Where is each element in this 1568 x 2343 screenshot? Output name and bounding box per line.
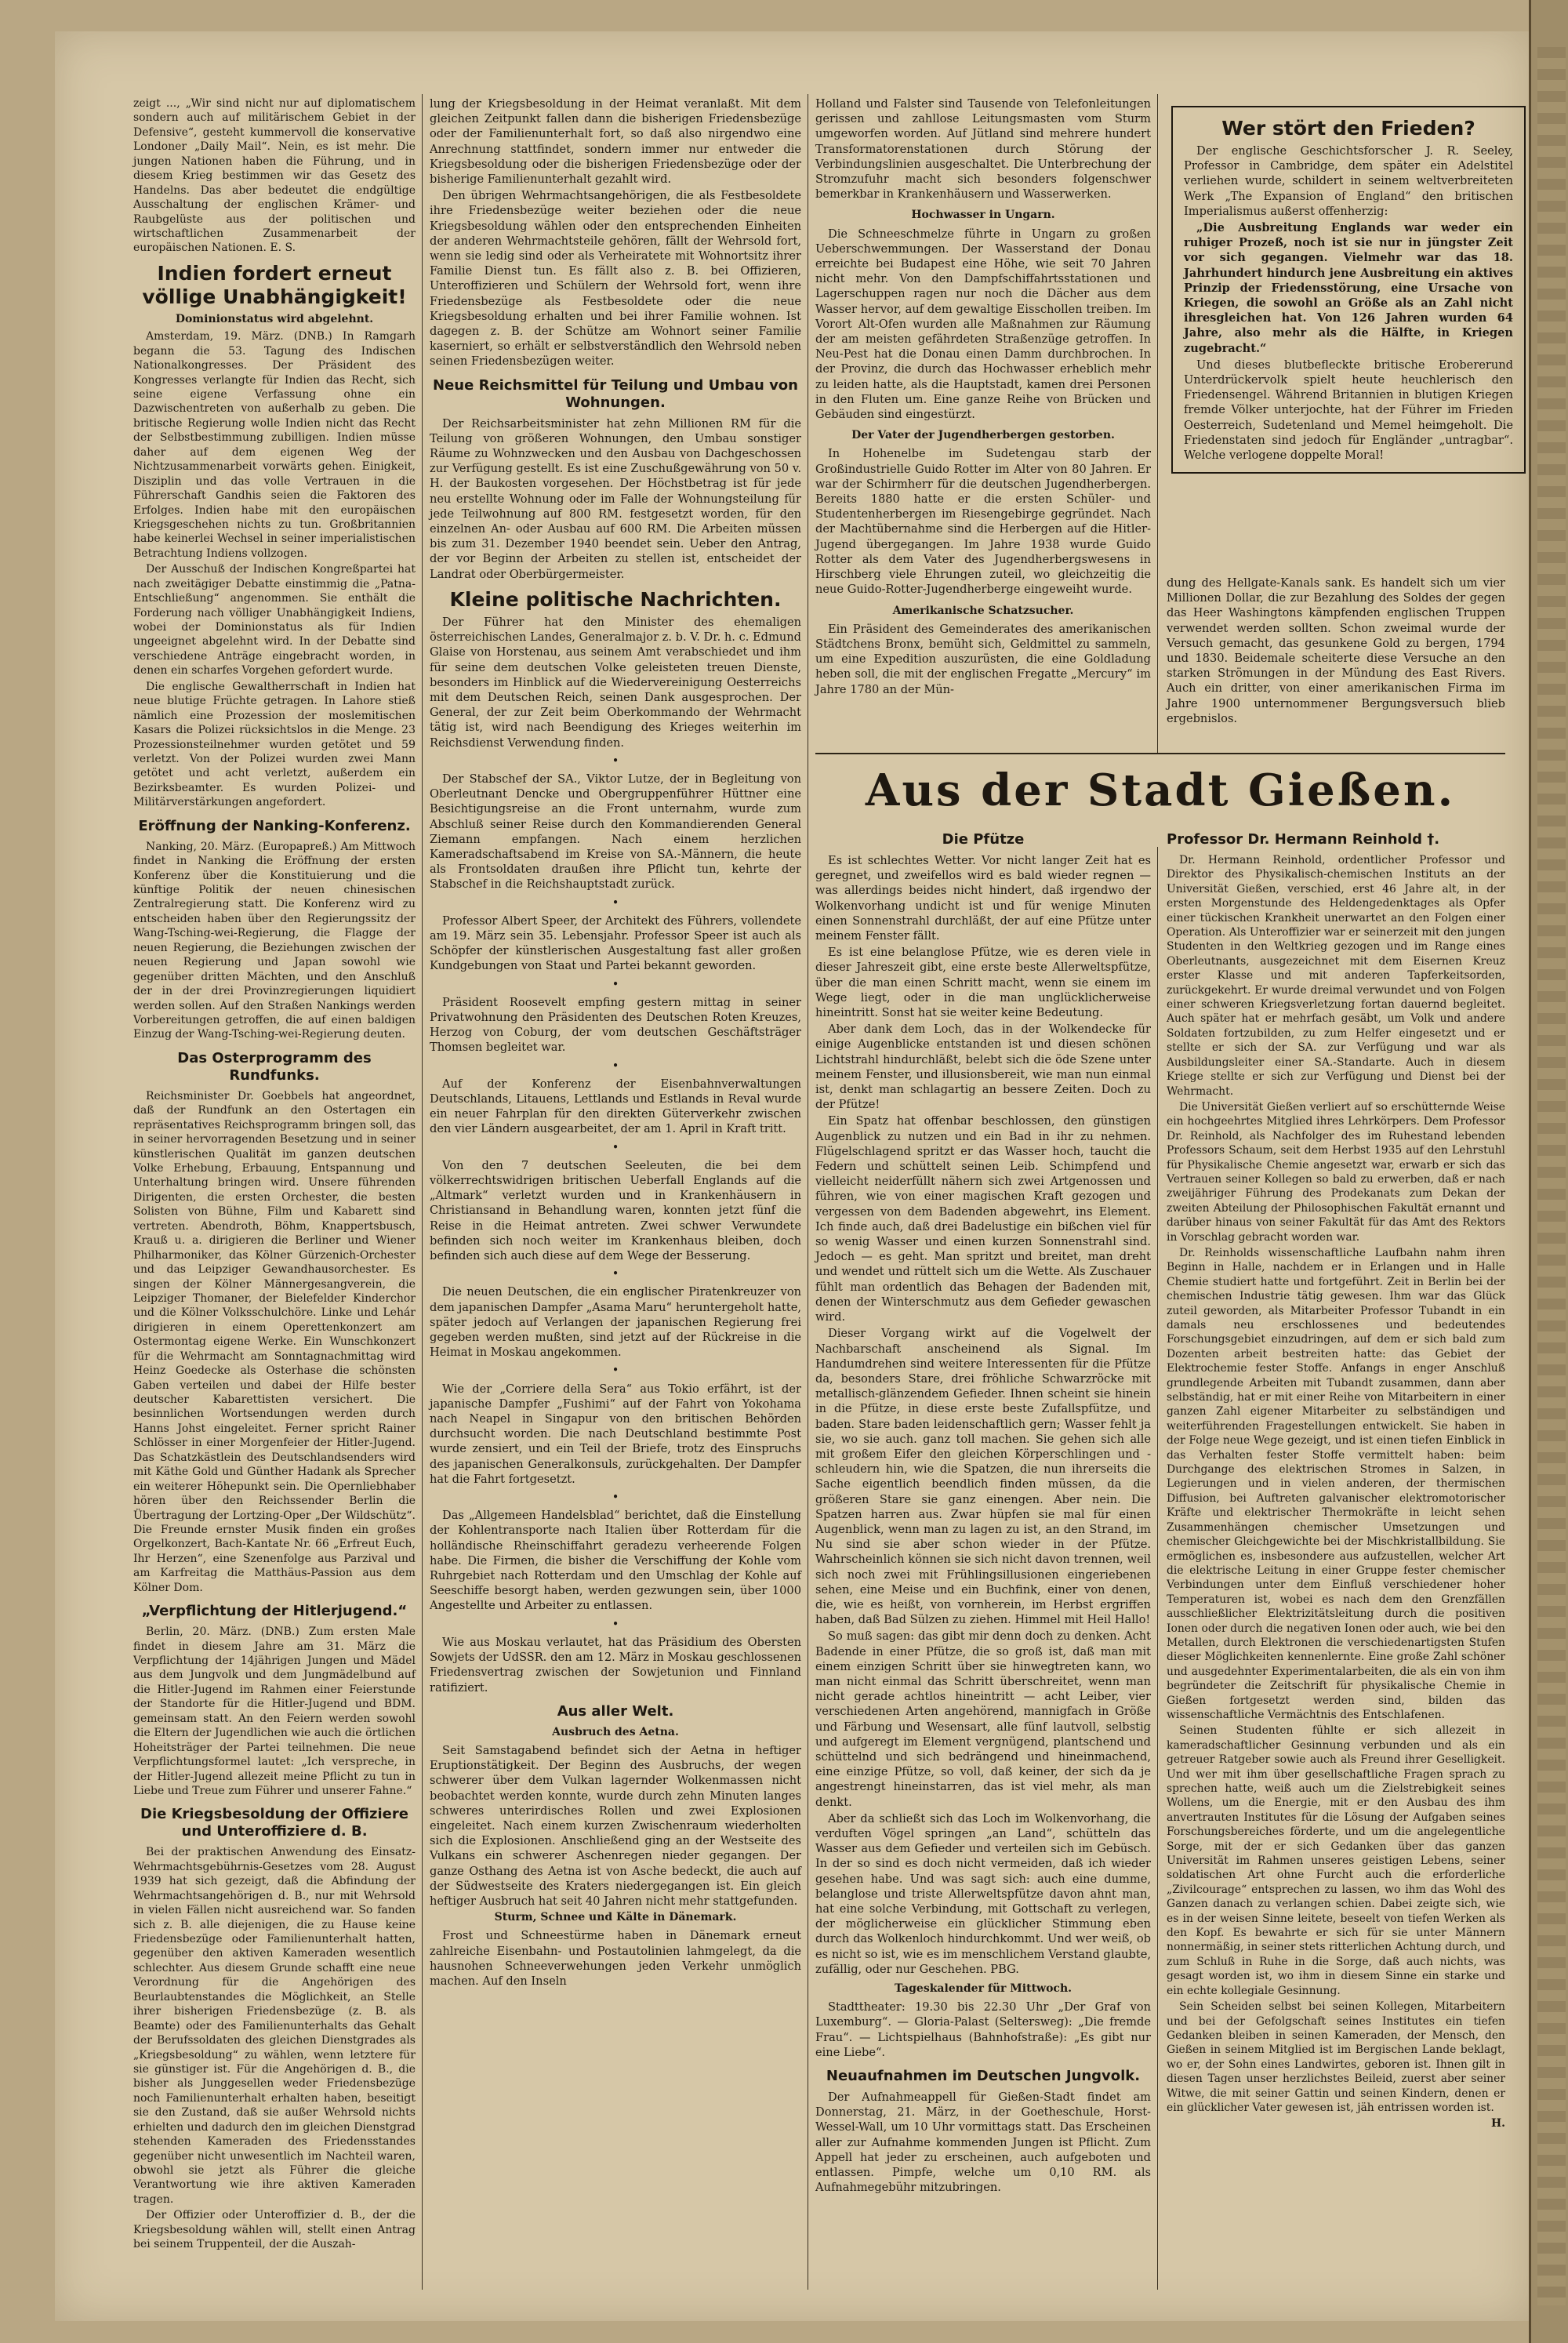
section-rule <box>815 753 1505 754</box>
boxed-article <box>1171 106 1526 474</box>
paragraph: Den übrigen Wehrmachtsangehörigen, die als Festbesoldete ihre Friedensbezüge weiter beziehen oder die neue Kriegsbesoldung wählen oder den entsprechenden Einheiten der anderen Wehrmachtsteile gehören, fällt der Wehrsold fort, wenn sie ledig sind oder als Verheiratete mit Wohnortsitz ihrer Familie Dienst tun. Es fällt also z. B. bei Offizieren, Unteroffizieren und Schülern der Wehrsold fort, wenn ihre Friedensbezüge als Festbesoldete oder die neue Kriegsbesoldung erhalten und bei ihrer Familie wohnen. Ist dagegen z. B. der Schütze am Wohnort seiner Familie kaserniert, so erhält er selbstverständlich den Wehrsold neben seinen Friedensbezügen weiter. <box>430 189 801 369</box>
paragraph: Seinen Studenten fühlte er sich allezeit in kameradschaftlicher Gesinnung verbunden und als ein getreuer Ratgeber sowie auch als Freund ihrer Geselligkeit. Und wer mit ihm über gesellschaftliche Fragen sprach zu sprechen hatte, weiß auch um die Zielstrebigkeit seines Wollens, um die Energie, mit er den Ausbau des ihm anvertrauten Institutes für die Lösung der Aufgaben seines Forschungsbereiches förderte, und um die angelegentliche Sorge, mit der er sich Gedanken über das ganzen Universität im Rahmen unseres geistigen Lebens, seiner soldatischen Art ohne Furcht auch die erforderliche „Zivilcourage“ entsprechen zu lassen, wo ihm das Wohl des Ganzen danach zu verlangen schien. Dabei zeigte sich, wie es in der weisen Sinne leitete, beseelt von tiefen Werken als den Kopf. Es bewahrte er sich für sie unter Männern nonnermäßig, in seiner stets ritterlichen Achtung durch, und zum Schluß in Ruhe in die Sorge, daß auch nichts, was gesagt worden ist, wo ihm in diesem Sinne ein starke und ein echte kollegiale Gesinnung. <box>1167 1724 1505 1997</box>
paragraph: Das „Allgemeen Handelsblad“ berichtet, daß die Einstellung der Kohlentransporte nach Italien über Rotterdam für die holländische Rheinschiffahrt geradezu verheerende Folgen habe. Die Firmen, die bisher die Verschiffung der Kohle vom Ruhrgebiet nach Rotterdam und den Umschlag der Kohle auf Seeschiffe besorgt haben, werden gezwungen sein, über 1000 Angestellte und Arbeiter zu entlassen. <box>430 1509 801 1613</box>
subheadline-tageskalender: Tageskalender für Mittwoch. <box>894 1982 1073 1996</box>
column-3 <box>815 96 1151 699</box>
author-signature: H. <box>1491 2117 1505 2130</box>
quote: „Die Ausbreitung Englands war weder ein ruhiger Prozeß, noch ist sie nur in jüngster Zeit vor sich gegangen. Vielmehr war das 18. Jahrhundert hindurch jene Ausbreitung ein aktives Prinzip der Friedensstörung, eine Ursache von Kriegen, die sowohl an Größe als an Zahl nicht ihresgleichen hat. Von 126 Jahren wurden 64 Jahre, also mehr als die Hälfte, in Kriegen zugebracht.“ <box>1184 221 1513 355</box>
paragraph: Dr. Reinholds wissenschaftliche Laufbahn nahm ihren Beginn in Halle, nachdem er in Erlangen und in Halle Chemie studiert hatte und fortgeführt. Zeit in Berlin bei der chemischen Industrie tätig gewesen. Ihm war das Glück zuteil geworden, als Mitarbeiter Professor Tubandt in ein damals neu erschlossenes und bedeutendes Forschungsgebiet einzudringen, auf dem er sich bald zum Dozenten arbeit bestreiten hatte: das Gebiet der Elektrochemie fester Stoffe. Anfangs in enger Anschluß grundlegende Arbeiten mit Tubandt zusammen, dann aber selbständig, hat er mit einer Reihe von Mitarbeitern in einer ganzen Zahl eigener Mitarbeiter zu selbständigen und weiterführenden Fragestellungen entwickelt. Sie haben in der Folge neue Wege gezeigt, und ist einen tiefen Einblick in das Verhalten fester Stoffe vermittelt haben: beim Durchgange des elektrischen Stromes in Salzen, in Legierungen und in vielen anderen, der thermischen Diffusion, bei Auftreten galvanischer elektromotorischer Kräfte und elektrischer Thermokräfte in leicht sehen Zusammenhängen chemischer Umsetzungen und chemischer Gleichgewichte bei der Mischkristallbildung. Sie ermöglichen es, insbesondere aus aufzustellen, welcher Art die elektrische Leitung in einer Gruppe fester chemischer Verbindungen unter dem Einfluß verschiedener hoher Temperaturen ist, wobei es nach dem den Grenzfällen ausschließlicher Elektrizitätsleitung durch die positiven Ionen oder durch die negativen Ionen oder auch, wie bei den Metallen, durch Elektronen die verschiedenartigsten Stufen dieser Möglichkeiten kennenlernte. Eine große Zahl schöner und ausgedehnter Experimentalarbeiten, die als ein von ihm begründeter die Zeitschrift für physikalische Chemie in Gießen fortgesetzt werden sind, bilden das wissenschaftliche Vermächtnis des Entschlafenen. <box>1167 1246 1505 1721</box>
headline-jungvolk: Neuaufnahmen im Deutschen Jungvolk. <box>826 2068 1141 2085</box>
headline-pfuetze: Die Pfütze <box>942 831 1025 848</box>
paragraph: Die Universität Gießen verliert auf so erschütternde Weise ein hochgeehrtes Mitglied ihres Lehrkörpers. Dem Professor Dr. Reinhold, als Nachfolger des im Ruhestand lebenden Professors Schaum, seit dem Herbst 1935 auf den Lehrstuhl für Physikalische Chemie angesetzt war, erwarb er sich das Vertrauen seiner Kollegen so bald zu erwerben, daß er nach zweijähriger Führung des Prodekanats zum Dekan der zweiten Abteilung der Philosophischen Fakultät ernannt und darüber hinaus von seiner Fakultät für das Amt des Rektors in Vorschlag gebracht worden war. <box>1167 1100 1505 1244</box>
article-continuation: lung der Kriegsbesoldung in der Heimat veranlaßt. Mit dem gleichen Zeitpunkt fallen dann die bisherigen Friedensbezüge oder der Familienunterhalt fort, so daß also nirgendwo eine Anrechnung stattfindet, sondern immer nur entweder die Kriegsbesoldung oder die bisherigen Friedensbezüge oder der bisherige Familienunterhalt gezahlt wird. <box>430 97 801 187</box>
paragraph: Aber da schließt sich das Loch im Wolkenvorhang, die verduften Vögel springen „an Land“, schütteln das Wasser aus dem Gefieder und verteilen sich im Gebüsch. In der so sind es doch nicht vermeiden, daß ich wieder gesehen habe. Und was sagt sich: auch eine dumme, belanglose und triste Allerweltspfütze davon ahnt man, hat eine solche Verbindung, mit Gottschaft zu verlegen, der möglicherweise ein glücklicher Stimmung eben durch das Wolkenloch hindurchkommt. Und wer weiß, ob es nicht so ist, wie es im menschlichem Verstand glaubte, zufällig, oder nur Geschehen. PBG. <box>815 1811 1151 1976</box>
subheadline-hochwasser: Hochwasser in Ungarn. <box>911 209 1055 222</box>
headline-indien: Indien fordert erneut völlige Unabhängigkeit! <box>142 261 407 308</box>
paragraph: Von den 7 deutschen Seeleuten, die bei dem völkerrechtswidrigen britischen Ueberfall Englands auf die „Altmark“ verletzt wurden und in Krankenhäusern in Christiansand in Behandlung waren, konnten jetzt fünf die Reise in die Heimat antreten. Zwei schwer Verwundete befinden sich noch weiter im Krankenhaus bleiben, doch befinden sich auch diese auf dem Wege der Besserung. <box>430 1158 801 1263</box>
paragraph: Es ist schlechtes Wetter. Vor nicht langer Zeit hat es geregnet, und zweifellos wird es bald wieder regnen — was allerdings beides nicht hindert, daß irgendwo der Wolkenvorhang undicht ist und für wenige Minuten einen Sonnenstrahl durchläßt, der auf eine Pfütze unter meinem Fenster fällt. <box>815 854 1151 943</box>
column-rule <box>1157 94 1158 753</box>
headline-frieden: Wer stört den Frieden? <box>1221 117 1475 140</box>
paragraph: Reichsminister Dr. Goebbels hat angeordnet, daß der Rundfunk an den Ostertagen ein repräsentatives Reichsprogramm bringen soll, das in seiner hervorragenden Besetzung und in seiner künstlerischen Qualität im ganzen deutschen Volke Erhebung, Erbauung, Entspannung und Unterhaltung bringen wird. Unsere führenden Dirigenten, die ersten Orchester, die besten Solisten von Bühne, Film und Kabarett sind vertreten. Abendroth, Böhm, Knappertsbusch, Krauß u. a. dirigieren die Berliner und Wiener Philharmoniker, das Kölner Gürzenich-Orchester und das Leipziger Gewandhausorchester. Es singen der Kölner Männergesangverein, die Leipziger Thomaner, der Bielefelder Kinderchor und die Kölner Volksschulchöre. Linke und Lehár dirigieren in einem Operettenkonzert am Ostermontag eigene Werke. Ein Wunschkonzert für die Wehrmacht am Sonntagnachmittag wird Heinz Goedecke als Osterhase die schönsten Gaben verteilen und dabei der Hilfe bester deutscher Kabarettisten versichert. Die besinnlichen Wortsendungen werden durch Hanns Johst eingeleitet. Ferner spricht Rainer Schlösser in einer Morgenfeier der Hitler-Jugend. Das Schatzkästlein des Deutschlandsenders wird mit Käthe Gold und Günther Hadank als Sprecher ein weiterer Höhepunkt sein. Die Opernliebhaber hören über den Reichssender Berlin die Übertragung der Lortzing-Oper „Der Wildschütz“. Die Freunde ernster Musik finden ein großes Orgelkonzert, Bach-Kantate Nr. 66 „Erfreut Euch, Ihr Herzen“, eine Szenenfolge aus Parzival und am Karfreitag die Matthäus-Passion aus dem Kölner Dom. <box>133 1089 416 1594</box>
article-continuation: dung des Hellgate-Kanals sank. Es handelt sich um vier Millionen Dollar, die zur Bezahlung des Soldes der gegen das Heer Washingtons kämpfenden englischen Truppen verwendet werden sollten. Schon zweimal wurde der Versuch gemacht, das gesunkene Gold zu bergen, 1794 und 1830. Beidemale scheiterte diese Versuche an den starken Strömungen in der Mündung des East Rivers. Auch ein dritter, von einer amerikanischen Firma im Jahre 1900 unternommener Bergungsversuch blieb ergebnislos. <box>1167 576 1505 725</box>
paragraph: Dr. Hermann Reinhold, ordentlicher Professor und Direktor des Physikalisch-chemischen Instituts an der Universität Gießen, verschied, erst 46 Jahre alt, in der ersten Morgenstunde des Heldengedenktages als Opfer einer tückischen Krankheit unerwartet an den Folgen einer Operation. Als Unteroffizier war er seinerzeit mit den jungen Studenten in den Weltkrieg gezogen und im Range eines Oberleutnants, ausgezeichnet mit dem Eisernen Kreuz erster Klasse und mit anderen Tapferkeitsorden, zurückgekehrt. Er wurde dreimal verwundet und von Folgen einer schweren Kriegsverletzung fortan dauernd begleitet. Auch später hat er mehrfach gesäbt, um Volk und andere Soldaten fortzubilden, zu zum Helfer eingesetzt und er stellte er sich der SA. zur Verfügung und war als Ausbildungsleiter einer SA.-Standarte. Auch in diesem Kriege stellte er sich zur Verfügung und Dienst bei der Wehrmacht. <box>1167 854 1505 1098</box>
column-1 <box>133 96 416 2254</box>
headline-reinhold: Professor Dr. Hermann Reinhold †. <box>1167 831 1440 848</box>
paragraph: Auf der Konferenz der Eisenbahnverwaltungen Deutschlands, Litauens, Lettlands und Estlands in Reval wurde ein neuer Fahrplan für den direkten Güterverkehr zwischen den vier Ländern ausgearbeitet, der am 1. April in Kraft tritt. <box>430 1077 801 1136</box>
section-banner-stadt-giessen: Aus der Stadt Gießen. <box>865 765 1456 816</box>
subheadline-sturm: Sturm, Schnee und Kälte in Dänemark. <box>494 1911 737 1924</box>
paragraph: Und dieses blutbefleckte britische Erobererund Unterdrückervolk spielt heute heuchlerisch den Friedensengel. Während Britannien in blutigen Kriegen fremde Völker unterjochte, hat der Führer im Frieden Oesterreich, Sudetenland und Memel heimgeholt. Die Friedenstaten sind jedoch für Engländer „untragbar“. Welche verlogene doppelte Moral! <box>1184 358 1513 463</box>
subheadline-aetna: Ausbruch des Aetna. <box>552 1725 679 1738</box>
paragraph: Der Reichsarbeitsminister hat zehn Millionen RM für die Teilung von größeren Wohnungen, den Umbau sonstiger Räume zu Wohnzwecken und den Ausbau von Dachgeschossen zur Verfügung gestellt. Es ist eine Zuschußgewährung von 50 v. H. der Baukosten vorgesehen. Der Höchstbetrag ist für jede neu erstellte Wohnung oder im Falle der Wohnungsteilung für jede Teilwohnung auf 800 RM. festgesetzt worden, für den einzelnen An- oder Ausbau auf 600 RM. Die Arbeiten müssen bis zum 31. Dezember 1940 beendet sein. Ueber den Antrag, der vor Beginn der Arbeiten zu stellen ist, entscheidet der Landrat oder Oberbürgermeister. <box>430 416 801 581</box>
paragraph: Nanking, 20. März. (Europapreß.) Am Mittwoch findet in Nanking die Eröffnung der ersten Konferenz über die Konstituierung und die künftige Politik der neuen chinesischen Zentralregierung statt. Die Konferenz wird zu entscheiden haben über den Regierungssitz der Wang-Tsching-wei-Regierung, die Flagge der neuen Regierung, die Beziehungen zwischen der neuen Regierung und Japan sowohl wie gegenüber dritten Mächten, und den Anschluß der in der drei Provinzregierungen liquidiert werden sollen. Auf den Straßen Nankings werden Vorbereitungen getroffen, die auf einen baldigen Einzug der Wang-Tsching-wei-Regierung deuten. <box>133 840 416 1041</box>
paragraph: Der Stabschef der SA., Viktor Lutze, der in Begleitung von Oberleutnant Dencke und Obergruppenführer Hüttner eine Besichtigungsreise an die Front unternahm, wurde zum Abschluß seiner Reise durch den Kommandierenden General Ziemann empfangen. Nach einem herzlichen Kameradschaftsabend im Kreise von SA.-Männern, die heute als Frontsoldaten draußen ihre Pflicht tun, kehrte der Stabschef in die Reichshauptstadt zurück. <box>430 772 801 892</box>
paragraph: Der englische Geschichtsforscher J. R. Seeley, Professor in Cambridge, dem später ein Adelstitel verliehen wurde, schildert in seinem weltverbreiteten Werk „The Expansion of England“ den britischen Imperialismus außerst offenherzig: <box>1184 144 1513 218</box>
paragraph: Professor Albert Speer, der Architekt des Führers, vollendete am 19. März sein 35. Lebensjahr. Professor Speer ist auch als Schöpfer der künstlerischen Ausgestaltung fast aller großen Kundgebungen von Staat und Partei bekannt geworden. <box>430 914 801 973</box>
paragraph: Der Offizier oder Unteroffizier d. B., der die Kriegsbesoldung wählen will, stellt einen Antrag bei seinem Truppenteil, der die Auszah- <box>133 2209 416 2251</box>
headline-hitlerjugend: „Verpflichtung der Hitlerjugend.“ <box>141 1603 408 1620</box>
paragraph: Es ist eine belanglose Pfütze, wie es deren viele in dieser Jahreszeit gibt, eine erste beste Allerweltspfütze, über die man einen Schritt macht, wenn sie einem im Wege liegt, oder in die man unglücklicherweise hineintritt. Sonst hat sie weiter keine Bedeutung. <box>815 946 1151 1020</box>
column-rule <box>422 94 423 2290</box>
paragraph: Der Ausschuß der Indischen Kongreßpartei hat nach zweitägiger Debatte einstimmig die „Patna-Entschließung“ angenommen. Sie enthält die Forderung nach völliger Unabhängigkeit Indiens, wobei der Dominionstatus als für Indien ungeeignet abgelehnt wird. In der Debatte sind verschiedene Anträge eingebracht worden, in denen ein scharfes Vorgehen gefordert wurde. <box>133 563 416 677</box>
paragraph: Seit Samstagabend befindet sich der Aetna in heftiger Eruptionstätigkeit. Der Beginn des Ausbruchs, der wegen schwerer über dem Vulkan lagernder Wolkenmassen nicht beobachtet werden konnte, wurde durch zehn Minuten langes schweres unterirdisches Rollen und zwei Explosionen eingeleitet. Nach einem kurzen Zwischenraum wiederholten sich die Explosionen. Anschließend ging an der Westseite des Vulkans ein schwerer Aschenregen nieder gegangen. Der ganze Osthang des Aetna ist von Asche bedeckt, die auch auf der Südwestseite des Kraters niedergegangen ist. Ein gleich heftiger Ausbruch hat seit 40 Jahren nicht mehr stattgefunden. <box>430 1743 801 1908</box>
article-continuation: zeigt ..., „Wir sind nicht nur auf diplomatischem sondern auch auf militärischem Gebiet in der Defensive“, gesteht kummervoll die konservative Londoner „Daily Mail“. Nein, es ist mehr. Die jungen Nationen haben die Führung, und in diesem Krieg bestimmen wir das Gesetz des Handelns. Das aber bedeutet die endgültige Ausschaltung der englischen Krämer- und Raubgelüste aus der politischen und wirtschaftlichen Zusammenarbeit der europäischen Nationen. E. S. <box>133 97 416 255</box>
paragraph: So muß sagen: das gibt mir denn doch zu denken. Acht Badende in einer Pfütze, die so groß ist, daß man mit einem einzigen Schritt über sie hinwegtreten kann, wo man nicht einmal das Schritt überschreitet, wenn man nicht gerade achtlos hineintritt — acht Leiber, vier verschiedenen Arten angehörend, mannigfach in Größe und Färbung und Wesensart, alle fünf lautvoll, selbstig und aufgeregt im Element vergnügend, plantschend und schüttelnd und sich bedrängend und hineinmachend, eine einzige Pfütze, so voll, daß keiner, der sich da je angestrengt hineinstarren, das ist viel mehr, als man denkt. <box>815 1629 1151 1809</box>
column-pfuetze <box>815 830 1151 2196</box>
adjacent-page-edge <box>1529 0 1568 2343</box>
headline-wohnungen: Neue Reichsmittel für Teilung und Umbau von Wohnungen. <box>433 376 798 411</box>
paragraph: Der Aufnahmeappell für Gießen-Stadt findet am Donnerstag, 21. März, in der Goetheschule, Horst-Wessel-Wall, um 10 Uhr vormittags statt. Das Erscheinen aller zur Aufnahme kommenden Jungen ist Pflicht. Zum Appell hat jeder zu erscheinen, auch aufgeboten und entlassen. Pimpfe, welche um 0,10 RM. als Aufnahmegebühr mitzubringen. <box>815 2091 1151 2195</box>
paragraph: Der Führer hat den Minister des ehemaligen österreichischen Landes, Generalmajor z. b. V. Dr. h. c. Edmund Glaise von Horstenau, aus seinem Amt verabschiedet und ihm für seine dem deutschen Volke geleisteten treuen Dienste, besonders im Hinblick auf die Wiedervereinigung Oesterreichs mit dem Deutschen Reich, seinen Dank ausgesprochen. Der General, der zur Zeit beim Oberkommando der Wehrmacht tätig ist, wird nach Beendigung des Krieges weiterhin im Reichsdienst Verwendung finden. <box>430 615 801 750</box>
paragraph: Die englische Gewaltherrschaft in Indien hat neue blutige Früchte getragen. In Lahore stieß nämlich eine Prozession der moslemitischen Kasars die Polizei rücksichtslos in die Menge. 23 Prozessionsteilnehmer wurden getötet und 59 verletzt. Von der Polizei wurden zwei Mann getötet und acht verletzt, außerdem ein Bezirksbeamter. Es wurden Polizei- und Militärverstärkungen angefordert. <box>133 680 416 809</box>
paragraph: Berlin, 20. März. (DNB.) Zum ersten Male findet in diesem Jahre am 31. März die Verpflichtung der 14jährigen Jungen und Mädel aus dem Jungvolk und dem Jungmädelbund auf die Hitler-Jugend im Rahmen einer Feierstunde der Standorte für die Hitler-Jugend und BDM. gemeinsam statt. An den Feiern werden sowohl die Eltern der Jugendlichen wie auch die örtlichen Hoheitsträger der Partei teilnehmen. Die neue Verpflichtungsformel lautet: „Ich verspreche, in der Hitler-Jugend allezeit meine Pflicht zu tun in Liebe und Treue zum Führer und unserer Fahne.“ <box>133 1626 416 1797</box>
paragraph: Amsterdam, 19. März. (DNB.) In Ramgarh begann die 53. Tagung des Indischen Nationalkongresses. Der Präsident des Kongresses verlangte für Indien das Recht, sich seine eigene Verfassung ohne ein Dazwischentreten von außerhalb zu geben. Die britische Regierung wolle Indien nicht das Recht der Selbstbestimmung zubilligen. Indien müsse daher auf dem eigenen Weg der Nichtzusammenarbeit vorwärts gehen. Einigkeit, Disziplin und das volle Vertrauen in die Führerschaft Gandhis seien die Faktoren des Erfolges. Indien habe mit den europäischen Kriegsgeschehen nichts zu tun. Großbritannien habe keinerlei Wechsel in seiner imperialistischen Betrachtung Indiens vollzogen. <box>133 330 416 560</box>
paragraph: Die neuen Deutschen, die ein englischer Piratenkreuzer von dem japanischen Dampfer „Asama Maru“ heruntergeholt hatte, später jedoch auf Verlangen der japanischen Regierung frei gegeben werden mußten, sind jetzt auf der Rückreise in die Heimat in Moskau angekommen. <box>430 1285 801 1360</box>
headline-kleine-nachrichten: Kleine politische Nachrichten. <box>449 587 782 611</box>
paragraph: Ein Präsident des Gemeinderates des amerikanischen Städtchens Bronx, bemüht sich, Geldmittel zu sammeln, um eine Expedition auszurüsten, die eine Goldladung heben soll, die mit der englischen Fregatte „Mercury“ im Jahre 1780 an der Mün- <box>815 622 1151 696</box>
paragraph: Aber dank dem Loch, das in der Wolkendecke für einige Augenblicke entstanden ist und diesen schönen Lichtstrahl hindurchläßt, belebt sich die öde Szene unter meinem Fenster, und illusionsbereit, wie man nun einmal ist, denkt man schlagartig an bessere Zeiten. Doch zu der Pfütze! <box>815 1023 1151 1112</box>
paragraph: Bei der praktischen Anwendung des Einsatz-Wehrmachtsgebührnis-Gesetzes vom 28. August 1939 hat sich gezeigt, daß die Abfindung der Wehrmachtsangehörigen d. B., nur mit Wehrsold in vielen Fällen nicht ausreichend war. So fanden sich z. B. alle diejenigen, die zu Hause keine Friedensbezüge oder Familienunterhalt hatten, gegenüber den aktiven Kameraden wesentlich schlechter. Aus diesem Grunde schafft eine neue Verordnung für die Angehörigen des Beurlaubtenstandes die Möglichkeit, an Stelle ihrer bisherigen Friedensbezüge (z. B. als Beamte) oder des Familienunterhalts das Gehalt der Berufssoldaten des gleichen Dienstgrades als „Kriegsbesoldung“ zu wählen, wenn letztere für sie günstiger ist. Für die Angehörigen d. B., die bisher als Junggesellen weder Friedensbezüge noch Familienunterhalt erhalten haben, beseitigt sie den Zustand, daß sie außer Wehrsold nichts erhielten und dadurch den im gleichen Dienstgrad stehenden Kameraden des Friedensstandes gegenüber nicht unwesentlich im Nachteil waren, obwohl sie jetzt als Führer die gleiche Verantwortung wie ihre aktiven Kameraden tragen. <box>133 1846 416 2206</box>
paragraph: Die Schneeschmelze führte in Ungarn zu großen Ueberschwemmungen. Der Wasserstand der Donau erreichte bei Budapest eine Höhe, wie seit 70 Jahren nicht mehr. Von den Dampfschiffahrtsstationen und Lagerschuppen ragen nur noch die Dächer aus dem Wasser hervor, auf dem gewaltige Eisschollen treiben. Im Vorort Alt-Ofen wurden alle Maßnahmen zur Räumung der am meisten gefährdeten Straßenzüge getroffen. In Neu-Pest hat die Donau einen Damm durchbrochen. In der Provinz, die durch das Hochwasser erheblich mehr zu leiden hatte, als die Hauptstadt, kamen drei Personen in den Fluten um. Eine ganze Reihe von Brücken und Gebäuden sind eingestürzt. <box>815 227 1151 422</box>
article-continuation: Holland und Falster sind Tausende von Telefonleitungen gerissen und zahllose Leitungsmasten vom Sturm umgeworfen worden. Auf Jütland sind mehrere hundert Transformatorenstationen durch Störung der Verbindungslinien ausgeschaltet. Die Unterbrechung der Stromzufuhr macht sich besonders folgenschwer bemerkbar in Krankenhäusern und Wasserwerken. <box>815 97 1151 202</box>
paragraph: Dieser Vorgang wirkt auf die Vogelwelt der Nachbarschaft anscheinend als Signal. Im Handumdrehen sind weitere Interessenten für die Pfütze da, besonders Stare, drei fröhliche Schwarzröcke mit metallisch-glänzendem Gefieder. Ihnen scheint sie hinein in die Pfütze, in diese erste beste Zufallspfütze, und baden. Stare baden leidenschaftlich gern; Wasser fehlt ja sie, wo sie auch. ganz toll machen. Sie gehen sich alle mit großem Eifer den gleichen Körperschlingen und -schleudern hin, wie die Spatzen, die nun ihrerseits die Sache eigentlich beendlich finden müssen, da die größeren Stare sie ganz einengen. Aber nein. Die Spatzen harren aus. Zwar hüpfen sie mal für einen Augenblick, wenn man zu lagen zu ist, an den Strand, im Nu sind sie aber schon wieder in der Pfütze. Wahrscheinlich können sie sich nicht davon trennen, weil sich noch zwei mit Frühlingsillusionen eingeriebenen sehen, eine Meise und ein Buchfink, einer von denen, die, wie es heißt, von vornherein, im Herbst ergriffen haben, daß Bad Sülzen zu ziehen. Himmel mit Heil Hallo! <box>815 1327 1151 1627</box>
subheadline-indien: Dominionstatus wird abgelehnt. <box>175 312 374 325</box>
subheadline-jugendherbergen: Der Vater der Jugendherbergen gestorben. <box>851 429 1115 442</box>
column-reinhold <box>1167 830 1505 2131</box>
column-rule <box>1157 847 1158 2290</box>
headline-osterprogramm: Das Osterprogramm des Rundfunks. <box>177 1049 372 1084</box>
paragraph: Präsident Roosevelt empfing gestern mittag in seiner Privatwohnung den Präsidenten des Deutschen Roten Kreuzes, Herzog von Coburg, der vom deutschen Geschäftsträger Thomsen begleitet war. <box>430 995 801 1055</box>
paragraph: In Hohenelbe im Sudetengau starb der Großindustrielle Guido Rotter im Alter von 80 Jahren. Er war der Schirmherr für die deutschen Jugendherbergen. Bereits 1880 hatte er die ersten Schüler- und Studentenherbergen im Riesengebirge gegründet. Nach der Machtübernahme sind die Herbergen auf die Hitler-Jugend übergegangen. Im Jahre 1938 wurde Guido Rotter als dem Vater des Jugendherbergswesens in Hirschberg viele Ehrungen zuteil, wo gleichzeitig die neue Guido-Rotter-Jugendherberge eingeweiht wurde. <box>815 447 1151 597</box>
column-4-top <box>1167 576 1505 728</box>
subheadline-schatzsucher: Amerikanische Schatzsucher. <box>892 604 1074 617</box>
column-2: lung der Kriegsbesoldung in der Heimat veranlaßt. Mit dem gleichen Zeitpunkt fallen dann die bisherigen Friedensbezüge oder der Familienunterhalt fort, so daß also nirgendwo eine Anrechnung stattfindet, sondern immer nur entweder die Kriegsbesoldung oder die bisherigen Friedensbezüge oder der bisherige Familienunterhalt gezahlt wird. Den übrigen Wehrmachtsangehörigen, die als Festbesoldete ihre Friedensbezüge weiter beziehen oder die neue Kriegsbesoldung wählen oder den entsprechenden Einheiten der anderen Wehrmachtsteile gehören, fällt der Wehrsold fort, wenn sie ledig sind oder als Verheiratete mit Wohnortsitz ihrer Familie Dienst tun. Es fällt also z. B. bei Offizieren, Unteroffizieren und Schülern der Wehrsold fort, wenn ihre Friedensbezüge als Festbesoldete oder die neue Kriegsbesoldung erhalten und bei ihrer Familie wohnen. Ist dagegen z. B. der Schütze am Wohnort seiner Familie kaserniert, so erhält er selbstverständlich den Wehrsold neben seinen Friedensbezügen weiter. Neue Reichsmittel für Teilung und Umbau von Wohnungen. Der Reichsarbeitsminister hat zehn Millionen RM für die Teilung von größeren Wohnungen, den Umbau sonstiger Räume zu Wohnzwecken und den Ausbau von Dachgeschossen zur Verfügung gestellt. Es ist eine Zuschußgewährung von 50 v. H. der Baukosten vorgesehen. Der Höchstbetrag ist für jede neu erstellte Wohnung oder im Falle der Wohnungsteilung für jede Teilwohnung auf 800 RM. festgesetzt worden, für den einzelnen An- oder Ausbau auf 600 RM. Die Arbeiten müssen bis zum 31. Dezember 1940 beendet sein. Ueber den Antrag, der vor Beginn der Arbeiten zu stellen ist, entscheidet der Landrat oder Oberbürgermeister. Kleine politische Nachrichten. Der Führer hat den Minister des ehemaligen österreichischen Landes, Generalmajor z. b. V. Dr. h. c. Edmund Glaise von Horstenau, aus seinem Amt verabschiedet und ihm für seine dem deutschen Volke geleisteten treuen Dienste, besonders im Hinblick auf die Wiedervereinigung Oesterreichs mit dem Deutschen Reich, seinen Dank ausgesprochen. Der General, der zur Zeit beim Oberkommando der Wehrmacht tätig ist, wird nach Beendigung des Krieges weiterhin im Reichsdienst Verwendung finden. • Der Stabschef der SA., Viktor Lutze, der in Begleitung von Oberleutnant Dencke und Obergruppenführer Hüttner eine Besichtigungsreise an die Front unternahm, wurde zum Abschluß seiner Reise durch den Kommandierenden General Ziemann empfangen. Nach einem herzlichen Kameradschaftsabend im Kreise von SA.-Männern, die heute als Frontsoldaten draußen ihre Pflicht tun, kehrte der Stabschef in die Reichshauptstadt zurück. • Professor Albert Speer, der Architekt des Führers, vollendete am 19. März sein 35. Lebensjahr. Professor Speer ist auch als Schöpfer der künstlerischen Ausgestaltung fast aller großen Kundgebungen von Staat und Partei bekannt geworden. • Präsident Roosevelt empfing gestern mittag in seiner Privatwohnung den Präsidenten des Deutschen Roten Kreuzes, Herzog von Coburg, der vom deutschen Geschäftsträger Thomsen begleitet war. • Auf der Konferenz der Eisenbahnverwaltungen Deutschlands, Litauens, Lettlands und Estlands in Reval wurde ein neuer Fahrplan für den direkten Güterverkehr zwischen den vier Ländern ausgearbeitet, der am 1. April in Kraft tritt. • Von den 7 deutschen Seeleuten, die bei dem völkerrechtswidrigen britischen Ueberfall Englands auf die „Altmark“ verletzt wurden und in Krankenhäusern in Christiansand in Behandlung waren, konnten jetzt fünf die Reise in die Heimat antreten. Zwei schwer Verwundete befinden sich noch weiter im Krankenhaus bleiben, doch befinden sich auch diese auf dem Wege der Besserung. • Die neuen Deutschen, die ein englischer Piratenkreuzer von dem japanischen Dampfer „Asama Maru“ heruntergeholt hatte, später jedoch auf Verlangen der japanischen Regierung frei gegeben werden mußten, sind jetzt auf der Rückreise in die Heimat in Moskau angekommen. • Wie der „Corriere della Sera“ aus Tokio erfährt, ist der japanische Dampfer „Fushimi“ auf der Fahrt von Yokohama nach Neapel in Singapur von den britischen Behörden durchsucht worden. Die nach Deutschland bestimmte Post wurde zensiert, und ein Teil der Briefe, trotz des Einspruchs des japanischen Generalkonsuls, zurückgehalten. Der Dampfer hat die Fahrt fortgesetzt. • Das „Allgemeen Handelsblad“ berichtet, daß die Einstellung der Kohlentransporte nach Italien über Rotterdam für die holländische Rheinschiffahrt geradezu verheerende Folgen habe. Die Firmen, die bisher die Verschiffung der Kohle vom Ruhrgebiet nach Rotterdam und den Umschlag der Kohle auf Seeschiffe besorgt haben, werden gezwungen sein, über 1000 Angestellte und Arbeiter zu entlassen. • Wie aus Moskau verlautet, hat das Präsidium des Obersten Sowjets der UdSSR. den am 12. März in Moskau geschlossenen Friedensvertrag zwischen der Sowjetunion und Finnland ratifiziert. Aus aller Welt. Ausbruch des Aetna. Seit Samstagabend befindet sich der Aetna in heftiger Eruptionstätigkeit. Der Beginn des Ausbruchs, der wegen schwerer über dem Vulkan lagernder Wolkenmassen nicht beobachtet werden konnte, wurde durch zehn Minuten langes schweres unterirdisches Rollen und zwei Explosionen eingeleitet. Nach einem kurzen Zwischenraum wiederholten sich die Explosionen. Anschließend ging an der Westseite des Vulkans ein schwerer Aschenregen nieder gegangen. Der ganze Osthang des Aetna ist von Asche bedeckt, die auch auf der Südwestseite des Kraters niedergegangen ist. Ein gleich heftiger Ausbruch hat seit 40 Jahren nicht mehr stattgefunden. Sturm, Schnee und Kälte in Dänemark. Frost und Schneestürme haben in Dänemark erneut zahlreiche Eisenbahn- und Postautolinien lahmgelegt, da die hausnohen Schneeverwehungen jeden Verkehr unmöglich machen. Auf den Inseln <box>430 97 801 1988</box>
paragraph: Frost und Schneestürme haben in Dänemark erneut zahlreiche Eisenbahn- und Postautolinien lahmgelegt, da die hausnohen Schneeverwehungen jeden Verkehr unmöglich machen. Auf den Inseln <box>430 1929 801 1988</box>
paragraph: Wie aus Moskau verlautet, hat das Präsidium des Obersten Sowjets der UdSSR. den am 12. März in Moskau geschlossenen Friedensvertrag zwischen der Sowjetunion und Finnland ratifiziert. <box>430 1635 801 1695</box>
headline-kriegsbesoldung: Die Kriegsbesoldung der Offiziere und Unteroffiziere d. B. <box>140 1806 408 1840</box>
paragraph: Wie der „Corriere della Sera“ aus Tokio erfährt, ist der japanische Dampfer „Fushimi“ auf der Fahrt von Yokohama nach Neapel in Singapur von den britischen Behörden durchsucht worden. Die nach Deutschland bestimmte Post wurde zensiert, und ein Teil der Briefe, trotz des Einspruchs des japanischen Generalkonsuls, zurückgehalten. Der Dampfer hat die Fahrt fortgesetzt. <box>430 1382 801 1486</box>
paragraph: Stadttheater: 19.30 bis 22.30 Uhr „Der Graf von Luxemburg“. — Gloria-Palast (Seltersweg): „Die fremde Frau“. — Lichtspielhaus (Bahnhofstraße): „Es gibt nur eine Liebe“. <box>815 2000 1151 2059</box>
headline-aus-aller-welt: Aus aller Welt. <box>557 1702 674 1720</box>
paragraph: Sein Scheiden selbst bei seinen Kollegen, Mitarbeitern und bei der Gefolgschaft seines Institutes ein tiefen Gedanken bleiben in seinen Kameraden, der Mensch, den Gießen in seinem Mitglied ist im Bergischen Lande beklagt, wo er, der Sohn eines Landwirtes, geboren ist. Ihnen gilt in diesen Tagen unser herzlichstes Beileid, zuerst aber seiner Witwe, die mit seiner Gattin und seinen Kindern, denen er ein glücklicher Vater gewesen ist, jäh entrissen worden ist. <box>1167 2000 1505 2114</box>
headline-nanking: Eröffnung der Nanking-Konferenz. <box>138 817 411 834</box>
paragraph: Ein Spatz hat offenbar beschlossen, den günstigen Augenblick zu nutzen und ein Bad in ihr zu nehmen. Flügelschlagend spritzt er das Wasser hoch, taucht die Federn und schüttelt seinen Leib. Schimpfend und vielleicht neiderfüllt nähern sich zwei Artgenossen und führen, wie von einer magischen Kraft gezogen und vergessen von dem Badenden abgewehrt, ins Element. Ich finde auch, daß drei Badelustige ein bißchen viel für so wenig Wasser und einen kurzen Sonnenstrahl sind. Jedoch — es geht. Man spritzt und breitet, man dreht und wendet und rüttelt sich um die Wette. Als Zuschauer fühlt man ordentlich das Behagen der Badenden mit, denen der Winterschmutz aus dem Gefieder gewaschen wird. <box>815 1114 1151 1324</box>
